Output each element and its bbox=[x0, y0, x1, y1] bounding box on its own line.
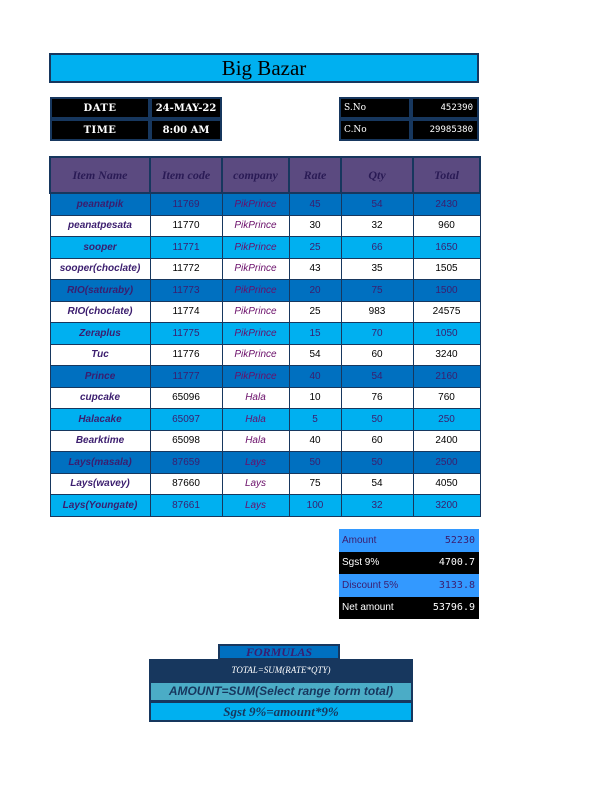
total-cell: 3200 bbox=[413, 495, 480, 517]
time-label: TIME bbox=[50, 119, 150, 141]
header-item-name: Item Name bbox=[50, 157, 150, 193]
item-code-cell: 11769 bbox=[150, 193, 222, 215]
company-cell: PikPrince bbox=[222, 280, 289, 302]
item-name-cell: Zeraplus bbox=[50, 323, 150, 345]
qty-cell: 32 bbox=[341, 215, 413, 237]
qty-cell: 50 bbox=[341, 452, 413, 474]
company-cell: Lays bbox=[222, 495, 289, 517]
table-row bbox=[50, 452, 480, 474]
item-code-cell: 11770 bbox=[150, 215, 222, 237]
rate-cell: 20 bbox=[289, 280, 341, 302]
total-cell: 24575 bbox=[413, 301, 480, 323]
qty-cell: 66 bbox=[341, 237, 413, 259]
item-name-cell: Lays(wavey) bbox=[50, 473, 150, 495]
item-code-cell: 11773 bbox=[150, 280, 222, 302]
sno-value: 452390 bbox=[411, 97, 479, 119]
company-cell: PikPrince bbox=[222, 237, 289, 259]
table-row bbox=[50, 323, 480, 345]
rate-cell: 25 bbox=[289, 301, 341, 323]
sgst-value: 4700.7 bbox=[411, 552, 479, 575]
item-code-cell: 11777 bbox=[150, 366, 222, 388]
rate-cell: 54 bbox=[289, 344, 341, 366]
cno-row bbox=[339, 119, 479, 141]
company-cell: PikPrince bbox=[222, 344, 289, 366]
item-name-cell: Lays(Youngate) bbox=[50, 495, 150, 517]
total-cell: 1050 bbox=[413, 323, 480, 345]
cno-label: C.No bbox=[339, 119, 411, 141]
rate-cell: 40 bbox=[289, 366, 341, 388]
item-name-cell: peanatpik bbox=[50, 193, 150, 215]
date-row bbox=[50, 97, 222, 119]
rate-cell: 10 bbox=[289, 387, 341, 409]
table-row bbox=[50, 344, 480, 366]
cno-value: 29985380 bbox=[411, 119, 479, 141]
item-name-cell: Lays(masala) bbox=[50, 452, 150, 474]
table-row bbox=[50, 237, 480, 259]
total-cell: 760 bbox=[413, 387, 480, 409]
item-code-cell: 87661 bbox=[150, 495, 222, 517]
item-name-cell: peanatpesata bbox=[50, 215, 150, 237]
table-body bbox=[50, 193, 480, 516]
total-cell: 2430 bbox=[413, 193, 480, 215]
company-cell: PikPrince bbox=[222, 301, 289, 323]
item-name-cell: RIO(saturaby) bbox=[50, 280, 150, 302]
table-row bbox=[50, 280, 480, 302]
time-value: 8:00 AM bbox=[150, 119, 222, 141]
item-code-cell: 65098 bbox=[150, 430, 222, 452]
item-name-cell: Prince bbox=[50, 366, 150, 388]
total-cell: 2160 bbox=[413, 366, 480, 388]
formula-amount: AMOUNT=SUM(Select range form total) bbox=[149, 681, 413, 702]
company-cell: Hala bbox=[222, 430, 289, 452]
rate-cell: 43 bbox=[289, 258, 341, 280]
qty-cell: 75 bbox=[341, 280, 413, 302]
item-name-cell: Bearktime bbox=[50, 430, 150, 452]
sgst-row bbox=[339, 552, 479, 575]
header-company: company bbox=[222, 157, 289, 193]
company-cell: PikPrince bbox=[222, 366, 289, 388]
total-cell: 960 bbox=[413, 215, 480, 237]
table-row bbox=[50, 215, 480, 237]
sgst-label: Sgst 9% bbox=[339, 552, 411, 575]
date-value: 24-MAY-22 bbox=[150, 97, 222, 119]
items-table bbox=[49, 156, 481, 517]
net-amount-row bbox=[339, 597, 479, 620]
net-amount-value: 53796.9 bbox=[411, 597, 479, 620]
company-cell: PikPrince bbox=[222, 258, 289, 280]
item-code-cell: 11772 bbox=[150, 258, 222, 280]
item-name-cell: Halacake bbox=[50, 409, 150, 431]
qty-cell: 54 bbox=[341, 473, 413, 495]
sno-row bbox=[339, 97, 479, 119]
item-code-cell: 11771 bbox=[150, 237, 222, 259]
item-code-cell: 87660 bbox=[150, 473, 222, 495]
company-cell: Lays bbox=[222, 473, 289, 495]
company-cell: Lays bbox=[222, 452, 289, 474]
qty-cell: 60 bbox=[341, 344, 413, 366]
company-cell: PikPrince bbox=[222, 193, 289, 215]
formulas-heading: FORMULAS bbox=[218, 644, 340, 660]
qty-cell: 50 bbox=[341, 409, 413, 431]
item-name-cell: cupcake bbox=[50, 387, 150, 409]
rate-cell: 15 bbox=[289, 323, 341, 345]
table-row bbox=[50, 193, 480, 215]
item-name-cell: sooper bbox=[50, 237, 150, 259]
qty-cell: 983 bbox=[341, 301, 413, 323]
company-cell: PikPrince bbox=[222, 215, 289, 237]
time-row bbox=[50, 119, 222, 141]
discount-row bbox=[339, 574, 479, 597]
sno-label: S.No bbox=[339, 97, 411, 119]
table-row bbox=[50, 366, 480, 388]
item-code-cell: 65096 bbox=[150, 387, 222, 409]
qty-cell: 60 bbox=[341, 430, 413, 452]
rate-cell: 45 bbox=[289, 193, 341, 215]
summary-panel bbox=[339, 529, 479, 619]
item-name-cell: Tuc bbox=[50, 344, 150, 366]
total-cell: 1500 bbox=[413, 280, 480, 302]
rate-cell: 50 bbox=[289, 452, 341, 474]
company-cell: PikPrince bbox=[222, 323, 289, 345]
discount-value: 3133.8 bbox=[411, 574, 479, 597]
date-time-panel bbox=[50, 97, 222, 141]
rate-cell: 30 bbox=[289, 215, 341, 237]
header-qty: Qty bbox=[341, 157, 413, 193]
total-cell: 2400 bbox=[413, 430, 480, 452]
qty-cell: 70 bbox=[341, 323, 413, 345]
rate-cell: 25 bbox=[289, 237, 341, 259]
item-code-cell: 87659 bbox=[150, 452, 222, 474]
header-rate: Rate bbox=[289, 157, 341, 193]
qty-cell: 32 bbox=[341, 495, 413, 517]
formula-sgst: Sgst 9%=amount*9% bbox=[149, 701, 413, 722]
table-row bbox=[50, 387, 480, 409]
net-amount-label: Net amount bbox=[339, 597, 411, 620]
total-cell: 1505 bbox=[413, 258, 480, 280]
table-row bbox=[50, 430, 480, 452]
total-cell: 1650 bbox=[413, 237, 480, 259]
qty-cell: 54 bbox=[341, 193, 413, 215]
company-cell: Hala bbox=[222, 387, 289, 409]
discount-label: Discount 5% bbox=[339, 574, 411, 597]
table-row bbox=[50, 473, 480, 495]
table-row bbox=[50, 409, 480, 431]
header-item-code: Item code bbox=[150, 157, 222, 193]
rate-cell: 40 bbox=[289, 430, 341, 452]
table-row bbox=[50, 301, 480, 323]
formula-total: TOTAL=SUM(RATE*QTY) bbox=[149, 659, 413, 682]
total-cell: 2500 bbox=[413, 452, 480, 474]
total-cell: 250 bbox=[413, 409, 480, 431]
qty-cell: 54 bbox=[341, 366, 413, 388]
total-cell: 4050 bbox=[413, 473, 480, 495]
table-header-row bbox=[50, 157, 480, 193]
serial-panel bbox=[339, 97, 479, 141]
item-name-cell: RIO(choclate) bbox=[50, 301, 150, 323]
amount-row bbox=[339, 529, 479, 552]
amount-label: Amount bbox=[339, 529, 411, 552]
qty-cell: 35 bbox=[341, 258, 413, 280]
amount-value: 52230 bbox=[411, 529, 479, 552]
rate-cell: 75 bbox=[289, 473, 341, 495]
qty-cell: 76 bbox=[341, 387, 413, 409]
company-cell: Hala bbox=[222, 409, 289, 431]
store-title: Big Bazar bbox=[49, 53, 479, 83]
date-label: DATE bbox=[50, 97, 150, 119]
total-cell: 3240 bbox=[413, 344, 480, 366]
rate-cell: 5 bbox=[289, 409, 341, 431]
rate-cell: 100 bbox=[289, 495, 341, 517]
item-code-cell: 11774 bbox=[150, 301, 222, 323]
item-code-cell: 11776 bbox=[150, 344, 222, 366]
item-name-cell: sooper(choclate) bbox=[50, 258, 150, 280]
table-row bbox=[50, 495, 480, 517]
table-row bbox=[50, 258, 480, 280]
item-code-cell: 11775 bbox=[150, 323, 222, 345]
header-total: Total bbox=[413, 157, 480, 193]
item-code-cell: 65097 bbox=[150, 409, 222, 431]
